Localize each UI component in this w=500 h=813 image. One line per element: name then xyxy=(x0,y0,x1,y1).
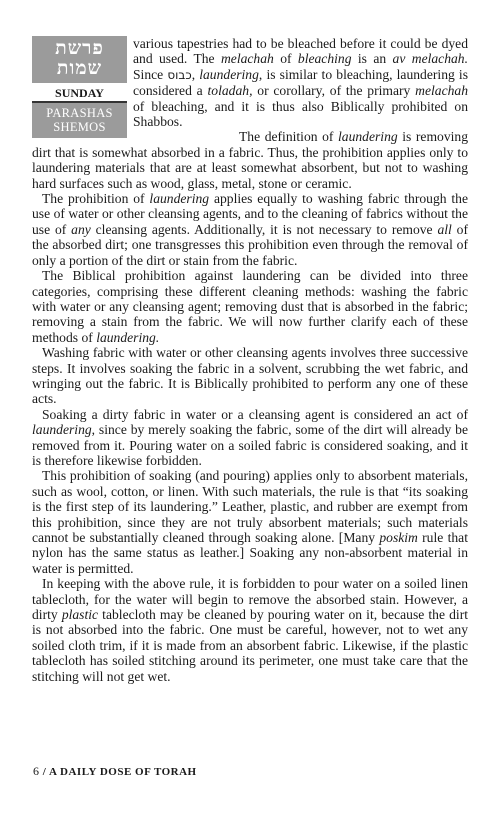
paragraph xyxy=(32,191,468,268)
text-run: of bleaching, and it is thus also Biblically prohibited on Shabbos. xyxy=(133,98,468,130)
italic-term: melachah xyxy=(220,51,274,67)
text-run: applies equally to washing fabric through the use of water or other cleansing agents, and to the cleaning of fabrics without the use of xyxy=(32,191,468,237)
text-run: of xyxy=(273,51,298,67)
italic-term: laundering xyxy=(32,422,92,438)
italic-term: laundering xyxy=(199,66,259,82)
text-run: rule that nylon has the same status as leather.] Soaking any non-absorbent material in water is permitted. xyxy=(32,530,468,576)
text-run: Soaking a dirty fabric in water or a cleansing agent is considered an act of xyxy=(42,406,468,422)
italic-term: laundering xyxy=(149,191,210,207)
footer-separator: / xyxy=(39,766,49,778)
hebrew-parasha-title: פרשת שמות xyxy=(32,36,127,83)
paragraph xyxy=(32,407,468,469)
paragraph xyxy=(32,345,468,407)
book-title: A DAILY DOSE OF TORAH xyxy=(48,766,197,778)
italic-term: laundering xyxy=(338,129,398,145)
paragraph xyxy=(32,468,468,576)
italic-term: melachah xyxy=(415,83,468,99)
parasha-label-line1: PARASHAS xyxy=(46,106,113,120)
italic-term: poskim xyxy=(379,530,418,545)
paragraph xyxy=(32,268,468,345)
day-label: SUNDAY xyxy=(32,83,127,103)
text-run: , since by merely soaking the fabric, some of the dirt will already be removed from it. Pouring water on a soiled fabric is considered soaking, and it is therefore likewise forbidden. xyxy=(32,422,468,468)
text-run: or corollary, of the primary xyxy=(252,83,416,99)
italic-term: bleaching xyxy=(297,51,352,67)
italic-term: laundering. xyxy=(96,329,160,345)
text-run: In keeping with the above rule, it is forbidden to pour water on a soiled linen tablecloth, for the water will begin to remove the absorbed stain. However, a dirty xyxy=(32,576,468,623)
text-run: Washing fabric with water or other cleansing agents involves three successive steps. It involves soaking the fabric in a solvent, scrubbing the wet fabric, and wringing out the fabric. It is Biblically prohibited to perform any one of these acts. xyxy=(32,345,468,407)
parasha-label xyxy=(32,103,127,138)
hebrew-term: כבוס xyxy=(167,67,192,82)
text-run: of the absorbed dirt; one transgresses this prohibition even through the removal of only a portion of the dirt or stain from the fabric. xyxy=(32,221,468,268)
italic-term: plastic xyxy=(61,607,99,623)
italic-term: all xyxy=(437,221,452,237)
page xyxy=(32,36,468,684)
text-run: The Biblical prohibition against laundering can be divided into three categories, comprising these different cleaning methods: washing the fabric with water or any cleansing agent; removing dust that is absorbed in the fabric; removing a stain from the fabric. We will now further clarify each of these methods of xyxy=(32,268,468,345)
italic-term: any xyxy=(71,221,91,237)
text-run: Since xyxy=(133,66,168,82)
parasha-label-line2: SHEMOS xyxy=(53,120,106,134)
paragraph xyxy=(32,576,468,684)
text-run: The prohibition of xyxy=(42,191,150,207)
text-run: , is similar to bleaching, laundering is considered a xyxy=(133,66,468,99)
text-run: The definition of xyxy=(239,129,339,145)
italic-term: toladah, xyxy=(207,83,253,99)
text-run: This prohibition of soaking (and pouring) applies only to absorbent materials, such as wool, cotton, or linen. With such materials, the rule is that “its soaking is the first step of its laundering.” Leather, plastic, and rubber are exempt from this prohibition, since they are not truly absorbent materials; such materials cannot be substantially cleaned through soaking alone. [Many xyxy=(32,468,468,545)
text-run: is an xyxy=(351,51,393,67)
text-run: tablecloth may be cleaned by pouring water on it, because the dirt is not absorbed into the fabric. One must be careful, however, not to wet any soiled cloth trim, if it is made from an absorbent fabric. Likewise, if the plastic tablecloth has soiled stitching around its perimeter, one must take care that the stitching will not get wet. xyxy=(32,607,468,684)
parasha-sidebar xyxy=(32,36,127,138)
text-run: is removing dirt that is somewhat absorbed in a fabric. Thus, the prohibition applies only to laundering materials that are at least somewhat absorbent, but not to washing hard surfaces such as wood, glass, metal, stone or ceramic. xyxy=(32,129,468,191)
page-footer xyxy=(33,764,197,779)
italic-term: av melachah. xyxy=(392,51,469,67)
text-run: various tapestries had to be bleached before it could be dyed and used. The xyxy=(133,36,468,67)
text-run: cleansing agents. Additionally, it is not necessary to remove xyxy=(90,221,438,237)
text-run: , xyxy=(191,66,200,82)
paragraph xyxy=(32,129,468,191)
page-number: 6 xyxy=(33,764,40,778)
